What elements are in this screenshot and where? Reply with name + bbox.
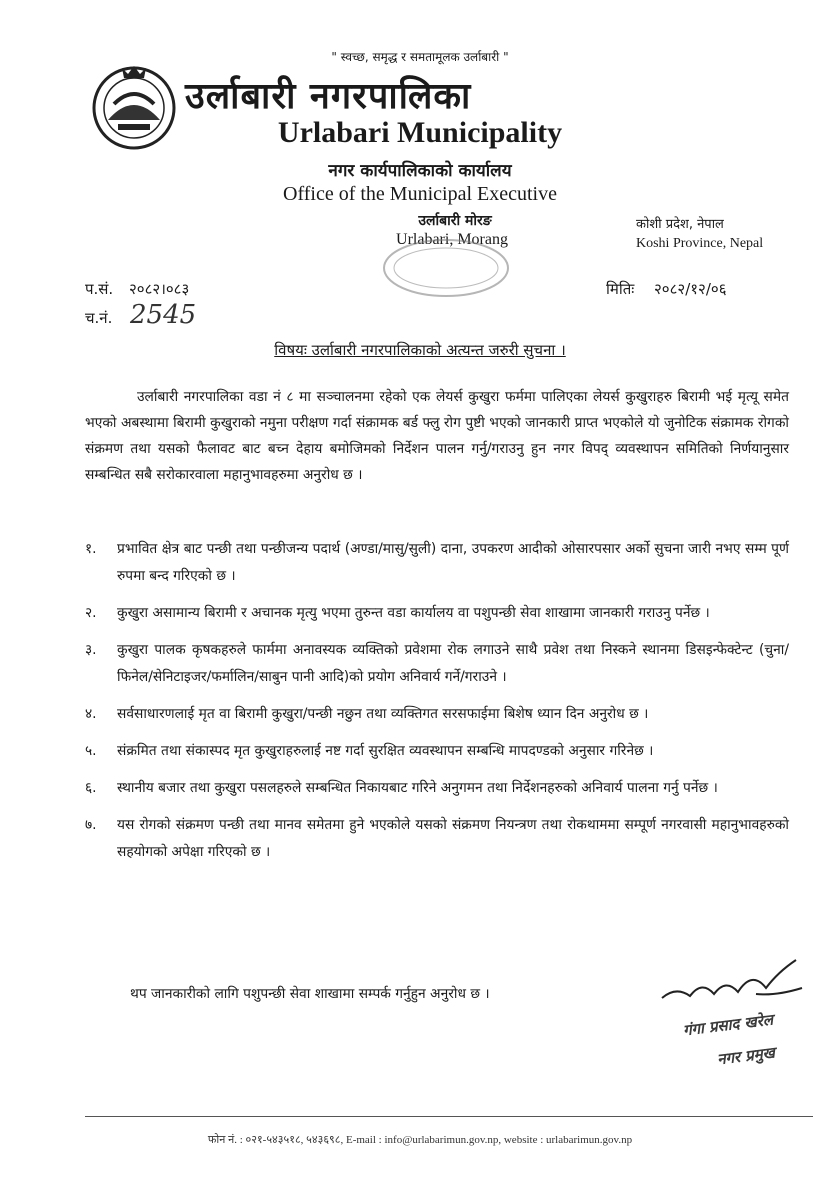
list-item-text: सर्वसाधारणलाई मृत वा बिरामी कुखुरा/पन्छी नछुन तथा व्यक्तिगत सरसफाईमा बिशेष ध्यान दिन अनुरोध छ ।	[117, 706, 649, 722]
location-np: उर्लाबारी मोरङ	[418, 213, 492, 229]
list-item-number: ३.	[85, 642, 97, 658]
list-item-text: कुखुरा असामान्य बिरामी र अचानक मृत्यु भएमा तुरुन्त वडा कार्यालय वा पशुपन्छी सेवा शाखामा जानकारी गराउनु पर्नेछ ।	[117, 605, 710, 621]
municipality-name-en: Urlabari Municipality	[277, 116, 563, 149]
date-value: २०८२/१२/०६	[654, 280, 727, 298]
list-item-text: यस रोगको संक्रमण पन्छी तथा मानव समेतमा हुने भएकोले यसको संक्रमण नियन्त्रण तथा रोकथाममा सम्पूर्ण नगरवासी महानुभावहरुको सहयोगको अपेक्षा गरिएको छ ।	[117, 817, 789, 860]
list-item-number: १.	[85, 541, 97, 557]
directive-list	[85, 536, 789, 876]
list-item-number: ६.	[85, 780, 97, 796]
province-np: कोशी प्रदेश, नेपाल	[636, 217, 724, 232]
dispatch-label: च.नं.	[85, 309, 113, 327]
footer-contact: फोन नं. : ०२१-५४३५१८, ५४३६९८, E-mail : info@urlabarimun.gov.np, website : urlabarimun.gov.np	[207, 1134, 633, 1146]
office-name-en: Office of the Municipal Executive	[283, 183, 557, 205]
province-en: Koshi Province, Nepal	[636, 236, 764, 251]
municipality-name-np: उर्लाबारी नगरपालिका	[185, 76, 472, 117]
intro-paragraph: उर्लाबारी नगरपालिका वडा नं ८ मा सञ्चालनमा रहेको एक लेयर्स कुखुरा फर्ममा पालिएका लेयर्स कुखुराहरु बिरामी भई मृत्यू समेत भएको अबस्थामा बिरामी कुखुराको नमुना परीक्षण गर्दा संक्रामक बर्ड फ्लु रोग पुष्टी भएको जानकारी प्राप्त भएकोले यो जुनोटिक संक्रामक रोगको संक्रमण तथा यसको फैलावट बाट बच्न देहाय बमोजिमको निर्देशन पालन गर्नु/गराउनु हुन नगर विपद् व्यवस्थापन समितिको निर्णयानुसार सम्बन्धित सबै सरोकारवाला महानुभावहरुमा अनुरोध छ ।	[85, 389, 789, 483]
signature-icon	[656, 950, 806, 1010]
office-name-np: नगर कार्यपालिकाको कार्यालय	[328, 161, 512, 181]
list-item	[85, 812, 789, 866]
subject-line: विषयः उर्लाबारी नगरपालिकाको अत्यन्त जरुरी सुचना ।	[274, 341, 566, 359]
list-item	[85, 775, 789, 802]
signer-title: नगर प्रमुख	[716, 1043, 776, 1069]
list-item	[85, 536, 789, 590]
location-en: Urlabari, Morang	[396, 231, 508, 248]
reference-label: प.सं.	[85, 280, 114, 298]
list-item	[85, 637, 789, 691]
date-label: मितिः	[606, 280, 635, 298]
list-item	[85, 738, 789, 765]
list-item-text: प्रभावित क्षेत्र बाट पन्छी तथा पन्छीजन्य पदार्थ (अण्डा/मासु/सुली) दाना, उपकरण आदीको ओसारपसार अर्को सुचना जारी नभए सम्म पूर्ण रुपमा बन्द गरिएको छ ।	[117, 541, 789, 584]
footer-divider	[85, 1116, 813, 1117]
list-item-text: संक्रमित तथा संकास्पद मृत कुखुराहरुलाई नष्ट गर्दा सुरक्षित व्यवस्थापन सम्बन्धि मापदण्डको अनुसार गरिनेछ ।	[117, 743, 654, 759]
list-item-number: ५.	[85, 743, 97, 759]
list-item-text: कुखुरा पालक कृषकहरुले फार्ममा अनावस्यक व्यक्तिको प्रवेशमा रोक लगाउने साथै प्रवेश तथा निस्कने स्थानमा डिसइन्फेक्टेन्ट (चुना/फिनेल/सेनिटाइजर/फर्मालिन/साबुन पानी आदि)को प्रयोग अनिवार्य गर्ने/गराउने ।	[117, 642, 789, 685]
list-item-number: ७.	[85, 817, 97, 833]
list-item	[85, 701, 789, 728]
list-item	[85, 600, 789, 627]
list-item-text: स्थानीय बजार तथा कुखुरा पसलहरुले सम्बन्धित निकायबाट गरिने अनुगमन तथा निर्देशनहरुको अनिवार्य पालना गर्नु पर्नेछ ।	[117, 780, 718, 796]
list-item-number: ४.	[85, 706, 97, 722]
reference-number: २०८२।०८३	[129, 280, 190, 298]
closing-line: थप जानकारीको लागि पशुपन्छी सेवा शाखामा सम्पर्क गर्नुहुन अनुरोध छ ।	[130, 986, 490, 1002]
dispatch-number: 2545	[130, 300, 197, 330]
office-stamp-icon	[376, 228, 516, 298]
signer-name: गंगा प्रसाद खरेल	[682, 1010, 774, 1040]
motto: " स्वच्छ, समृद्ध र समतामूलक उर्लाबारी "	[331, 50, 509, 64]
list-item-number: २.	[85, 605, 97, 621]
